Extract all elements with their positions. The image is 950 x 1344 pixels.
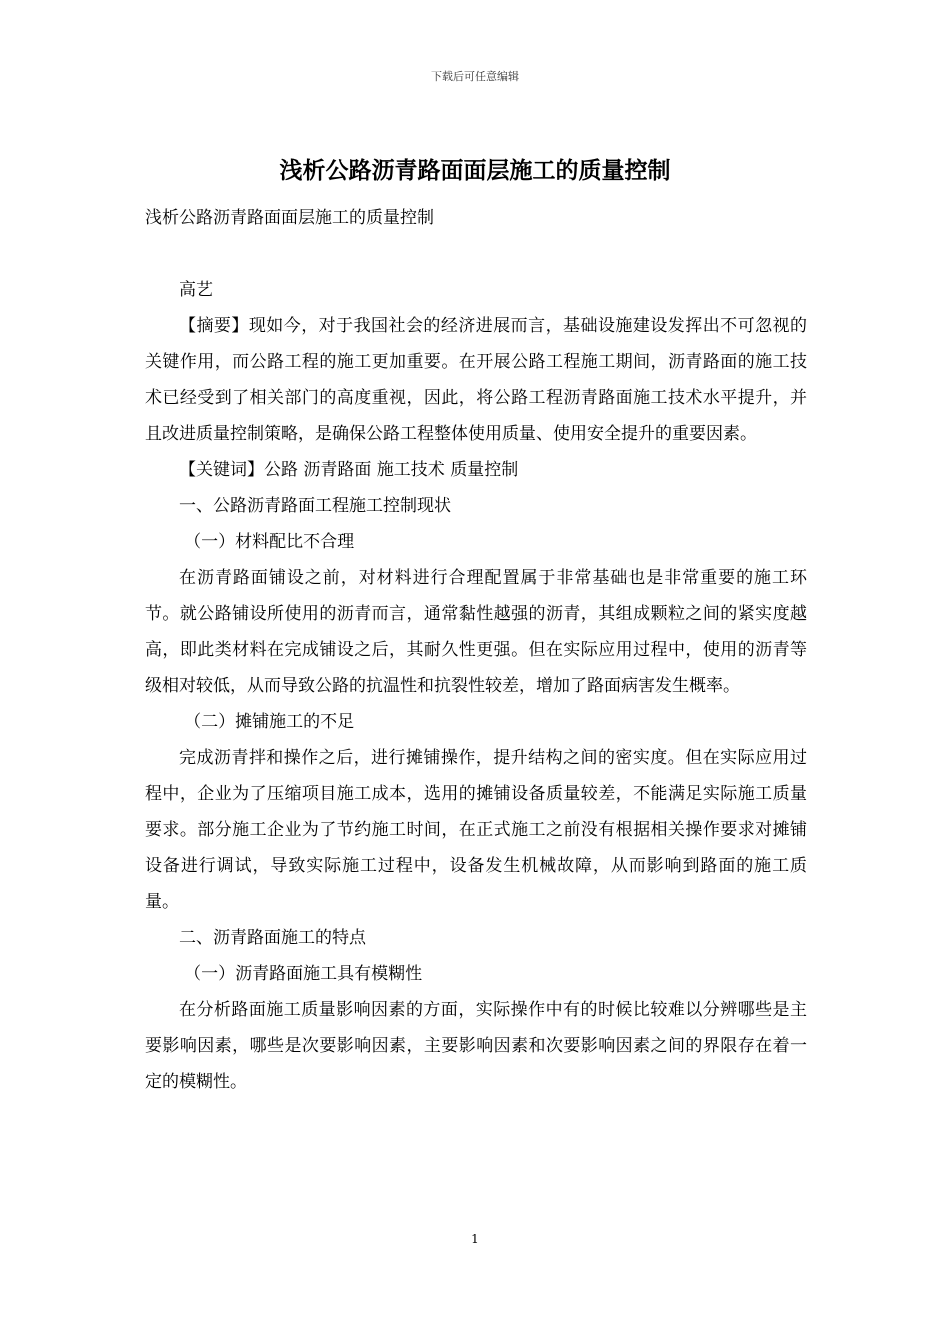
subsection-heading-1-1: （一）材料配比不合理 (184, 532, 355, 552)
subsection-heading-2-1: （一）沥青路面施工具有模糊性 (184, 964, 423, 984)
header-note: 下载后可任意编辑 (431, 70, 519, 83)
document-title: 浅析公路沥青路面面层施工的质量控制 (279, 158, 671, 184)
paragraph-1-1: 在沥青路面铺设之前，对材料进行合理配置属于非常基础也是非常重要的施工环节。就公路铺设所使用的沥青而言，通常黏性越强的沥青，其组成颗粒之间的紧实度越高，即此类材料在完成铺设之后，其耐久性更强。但在实际应用过程中，使用的沥青等级相对较低，从而导致公路的抗温性和抗裂性较差，增加了路面病害发生概率。 (145, 568, 807, 696)
subsection-heading-1-2: （二）摊铺施工的不足 (184, 712, 355, 732)
author-name: 高艺 (179, 280, 213, 300)
document-subtitle: 浅析公路沥青路面面层施工的质量控制 (145, 208, 434, 228)
paragraph-1-2: 完成沥青拌和操作之后，进行摊铺操作，提升结构之间的密实度。但在实际应用过程中，企业为了压缩项目施工成本，选用的摊铺设备质量较差，不能满足实际施工质量要求。部分施工企业为了节约施工时间，在正式施工之前没有根据相关操作要求对摊铺设备进行调试，导致实际施工过程中，设备发生机械故障，从而影响到路面的施工质量。 (145, 748, 807, 912)
keywords-line: 【关键词】公路 沥青路面 施工技术 质量控制 (179, 460, 519, 480)
section-heading-1: 一、公路沥青路面工程施工控制现状 (179, 496, 451, 516)
section-heading-2: 二、沥青路面施工的特点 (179, 928, 366, 948)
abstract-paragraph: 【摘要】现如今，对于我国社会的经济进展而言，基础设施建设发挥出不可忽视的关键作用，而公路工程的施工更加重要。在开展公路工程施工期间，沥青路面的施工技术已经受到了相关部门的高度重视，因此，将公路工程沥青路面施工技术水平提升，并且改进质量控制策略，是确保公路工程整体使用质量、使用安全提升的重要因素。 (145, 316, 807, 444)
document-body (145, 200, 807, 1100)
blank-line (145, 236, 807, 272)
paragraph-2-1: 在分析路面施工质量影响因素的方面，实际操作中有的时候比较难以分辨哪些是主要影响因素，哪些是次要影响因素，主要影响因素和次要影响因素之间的界限存在着一定的模糊性。 (145, 1000, 807, 1092)
page-number: 1 (471, 1232, 479, 1246)
